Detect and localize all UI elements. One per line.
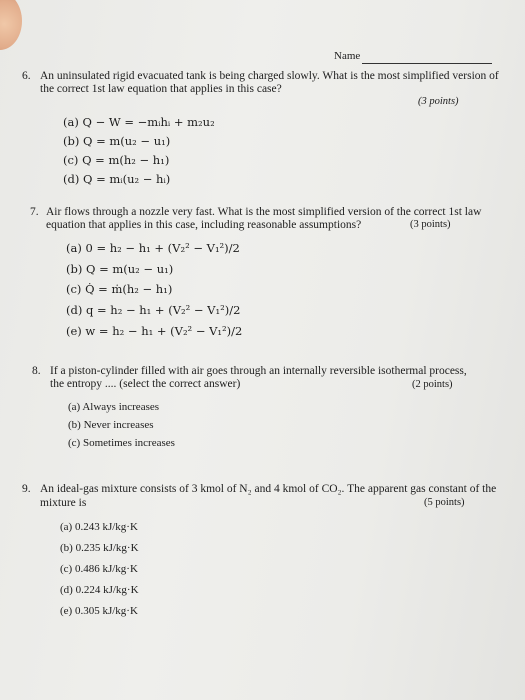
q9-option-c: (c) 0.486 kJ/kg·K [60, 563, 138, 575]
q9-option-a: (a) 0.243 kJ/kg·K [60, 521, 138, 533]
q8-points: (2 points) [412, 379, 453, 390]
thumb-in-photo [0, 0, 22, 50]
q7-text-line2: equation that applies in this case, including reasonable assumptions? [46, 219, 362, 231]
q7-option-a: (a) 0 = h₂ − h₁ + (V₂² − V₁²)/2 [66, 241, 240, 255]
name-label: Name [334, 50, 361, 62]
q9-text-line2: mixture is [40, 497, 87, 509]
q9-option-d: (d) 0.224 kJ/kg·K [60, 584, 139, 596]
q6-text-line2: the correct 1st law equation that applies in this case? [40, 83, 282, 95]
q7-option-b: (b) Q = m(u₂ − u₁) [66, 262, 174, 276]
q6-option-b: (b) Q = m(u₂ − u₁) [63, 134, 171, 148]
name-blank-line [362, 63, 492, 64]
q9-text-line1: An ideal-gas mixture consists of 3 kmol of N₂ and 4 kmol of CO₂. The apparent gas constant of the [40, 483, 497, 495]
q9-points: (5 points) [424, 497, 465, 508]
q6-option-c: (c) Q = m(h₂ − h₁) [63, 153, 170, 167]
q6-option-a: (a) Q − W = −mᵢhᵢ + m₂u₂ [63, 115, 215, 129]
q8-text-line2: the entropy .... (select the correct answer) [50, 378, 241, 390]
q8-option-c: (c) Sometimes increases [68, 437, 175, 449]
q6-number: 6. [22, 70, 31, 82]
q9-option-b: (b) 0.235 kJ/kg·K [60, 542, 139, 554]
q8-text-line1: If a piston-cylinder filled with air goes through an internally reversible isothermal process, [50, 365, 467, 377]
q6-points: (3 points) [418, 96, 459, 107]
q8-option-b: (b) Never increases [68, 419, 154, 431]
q6-option-d: (d) Q = mᵢ(u₂ − hᵢ) [63, 172, 171, 186]
q7-text-line1: Air flows through a nozzle very fast. What is the most simplified version of the correct 1st law [46, 206, 482, 218]
q7-option-e: (e) w = h₂ − h₁ + (V₂² − V₁²)/2 [66, 324, 243, 338]
q7-number: 7. [30, 206, 39, 218]
q6-text-line1: An uninsulated rigid evacuated tank is being charged slowly. What is the most simplified version of [40, 70, 499, 82]
q7-points: (3 points) [410, 219, 451, 230]
q7-option-d: (d) q = h₂ − h₁ + (V₂² − V₁²)/2 [66, 303, 241, 317]
q8-number: 8. [32, 365, 41, 377]
q9-number: 9. [22, 483, 31, 495]
q7-option-c: (c) Q̇ = ṁ(h₂ − h₁) [66, 282, 173, 296]
q9-option-e: (e) 0.305 kJ/kg·K [60, 605, 138, 617]
q8-option-a: (a) Always increases [68, 401, 160, 413]
